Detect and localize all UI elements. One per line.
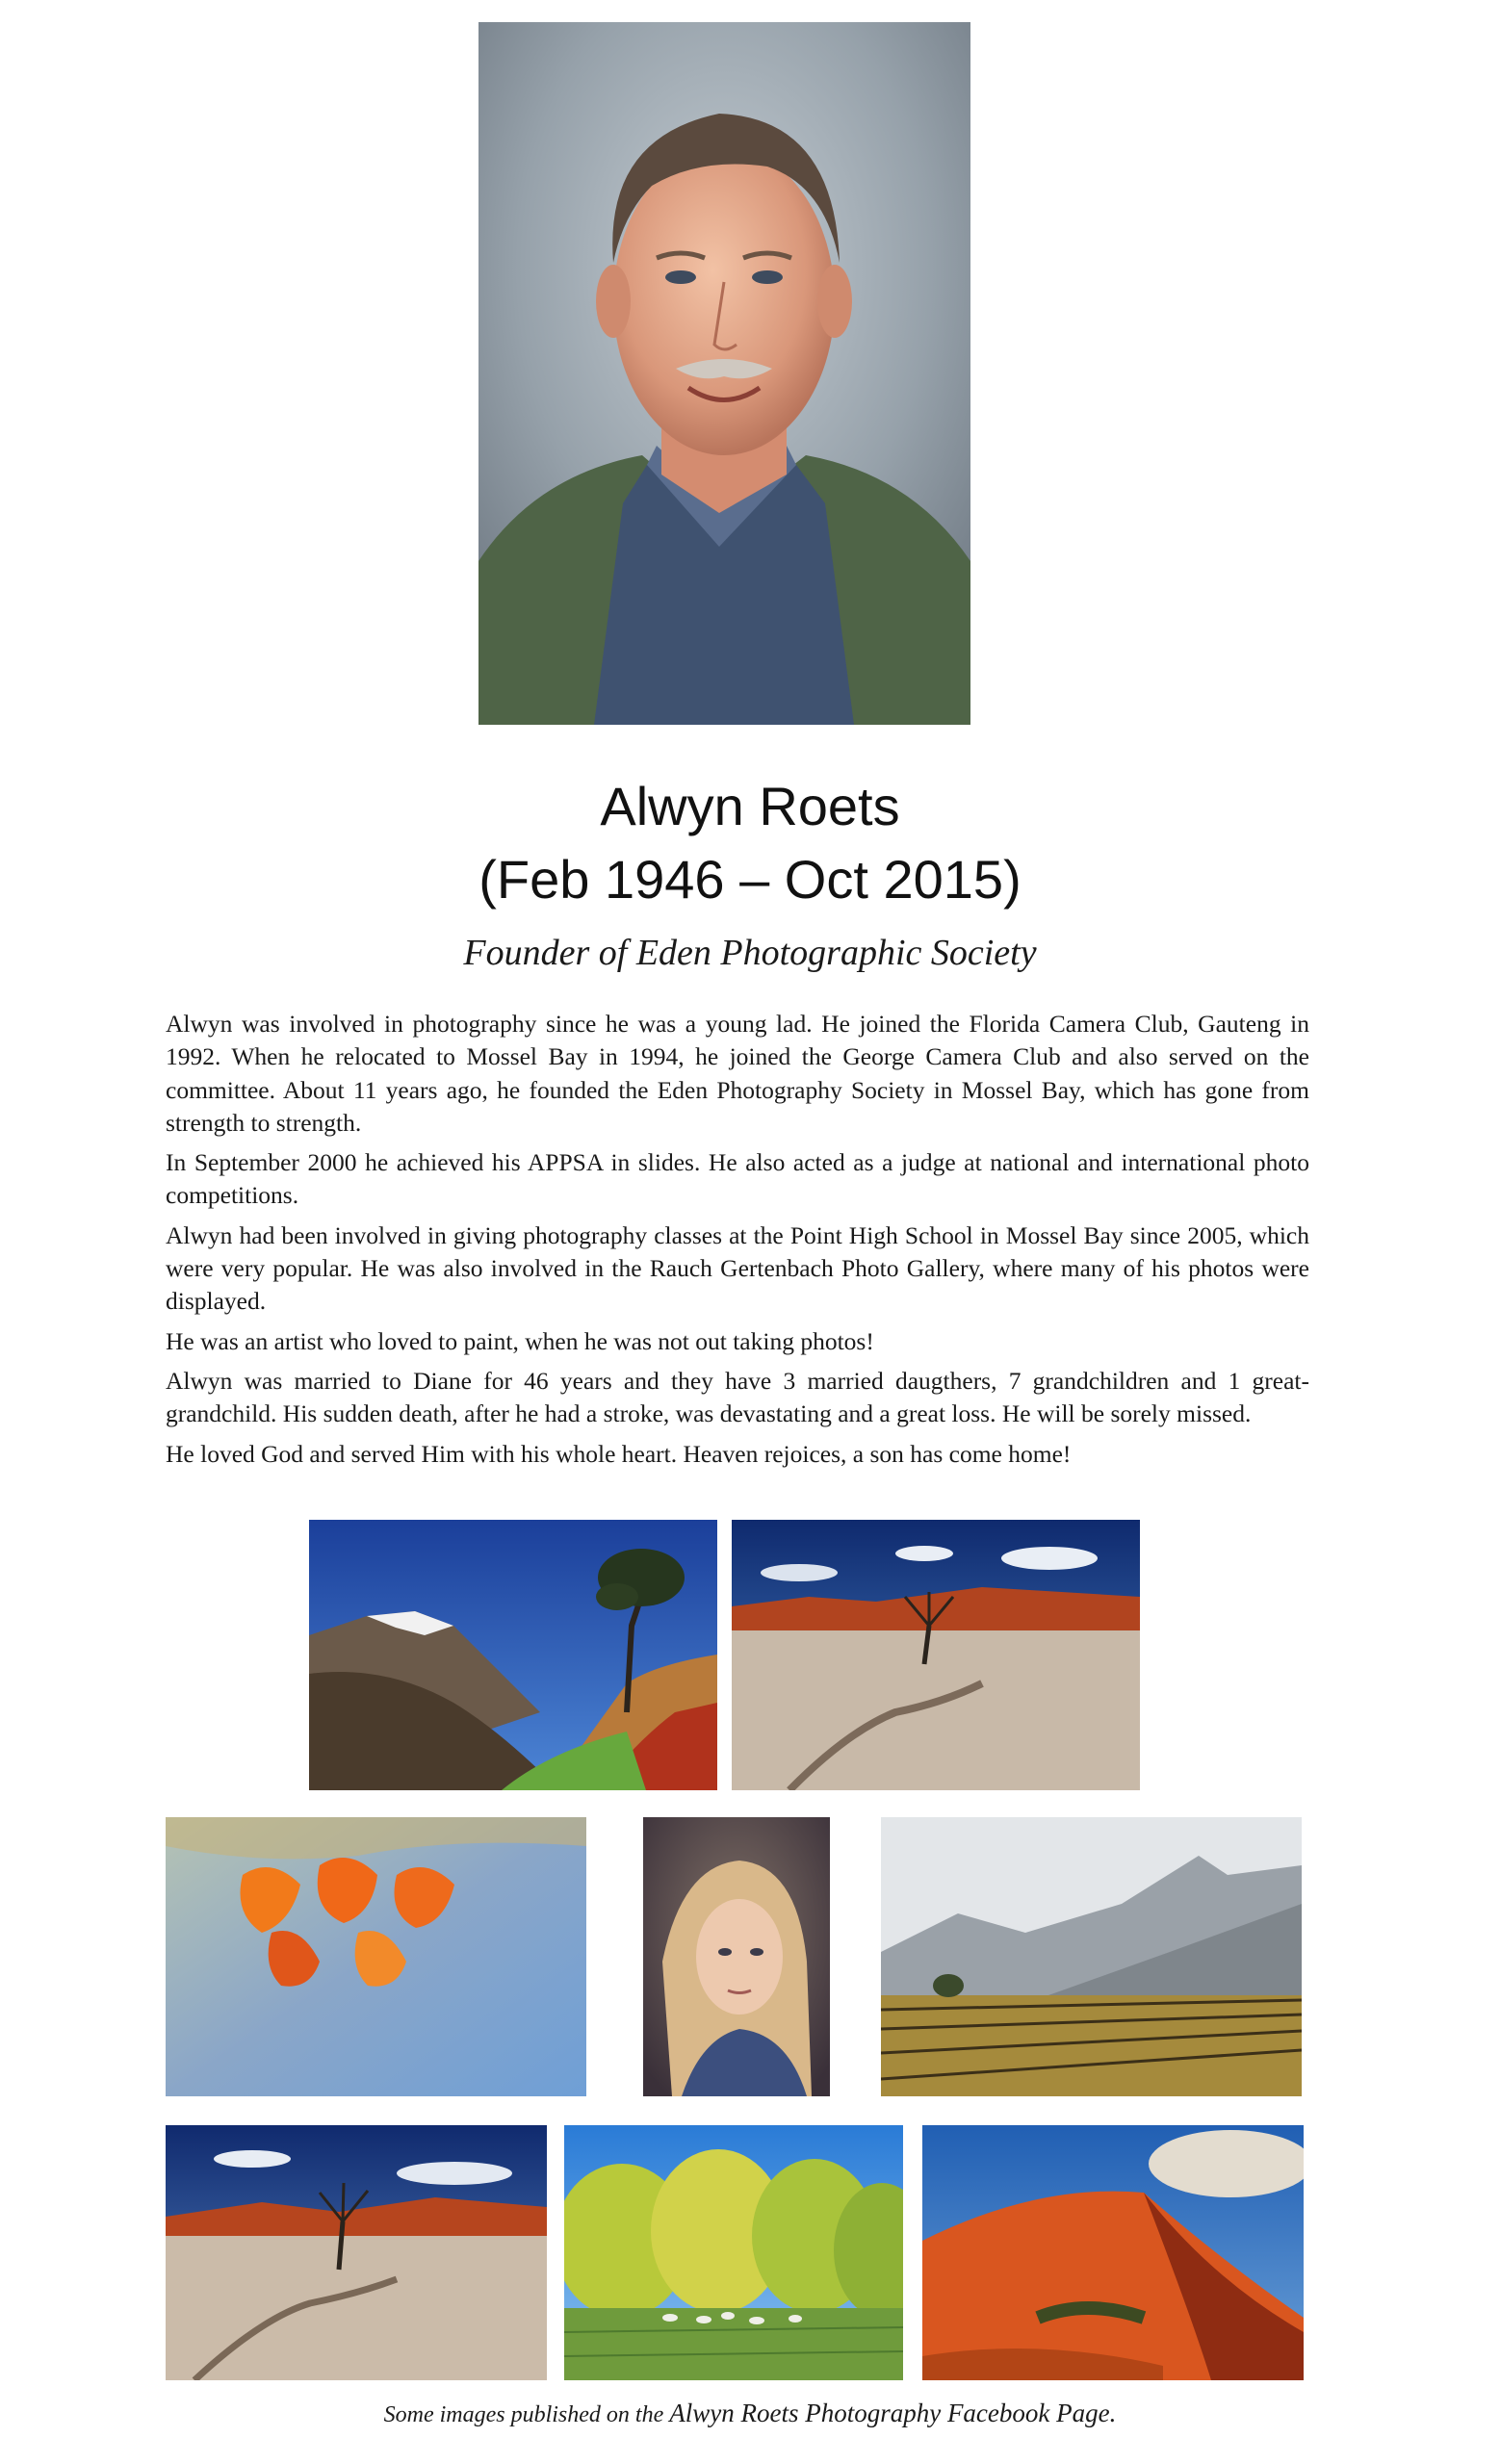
gallery-photo-dead-vlei: [166, 2125, 547, 2380]
founder-subtitle: Founder of Eden Photographic Society: [463, 933, 1037, 973]
biography-paragraph: He loved God and served Him with his whole heart. Heaven rejoices, a son has come home!: [166, 1439, 1072, 1468]
facebook-page-name: Alwyn Roets Photography Facebook Page.: [669, 2399, 1117, 2427]
biography-paragraph: Alwyn had been involved in giving photography classes at the Point High School in Mossel Bay since 2005, which were very popular. He was also involved in the Rauch Gertenbach Photo Gallery, where many of his photos were displayed.: [166, 1220, 1309, 1316]
gallery-photo-water-reflection: [166, 1817, 586, 2096]
gallery-photo-vineyard: [881, 1817, 1302, 2096]
gallery-photo-portrait-girl: [643, 1817, 830, 2096]
portrait-photo: [478, 22, 970, 725]
gallery-photo-mountain-tree: [309, 1520, 717, 1790]
caption-prefix: Some images published on the: [383, 2402, 664, 2427]
biography-paragraph: Alwyn was married to Diane for 46 years and they have 3 married daugthers, 7 grandchildren and 1 great-grandchild. His sudden death, after he had a stroke, was devastating and a great loss. He will be sorely missed.: [166, 1366, 1309, 1428]
gallery-caption: [0, 2397, 1500, 2431]
gallery-photo-red-dune: [922, 2125, 1304, 2380]
biography-paragraph: He was an artist who loved to paint, when he was not out taking photos!: [166, 1326, 874, 1355]
person-name: Alwyn Roets: [600, 776, 900, 836]
gallery-photo-desert-tree: [732, 1520, 1140, 1790]
biography: [166, 1008, 1309, 1477]
biography-paragraph: Alwyn was involved in photography since he was a young lad. He joined the Florida Camera Club, Gauteng in 1992. When he relocated to Mossel Bay in 1994, he joined the George Camera Club and also served on the committee. About 11 years ago, he founded the Eden Photography Society in Mossel Bay, which has gone from strength to strength.: [166, 1010, 1309, 1137]
life-dates: (Feb 1946 – Oct 2015): [478, 849, 1022, 910]
gallery-photo-trees-sheep: [564, 2125, 903, 2380]
biography-paragraph: In September 2000 he achieved his APPSA in slides. He also acted as a judge at national and international photo competitions.: [166, 1148, 1309, 1210]
